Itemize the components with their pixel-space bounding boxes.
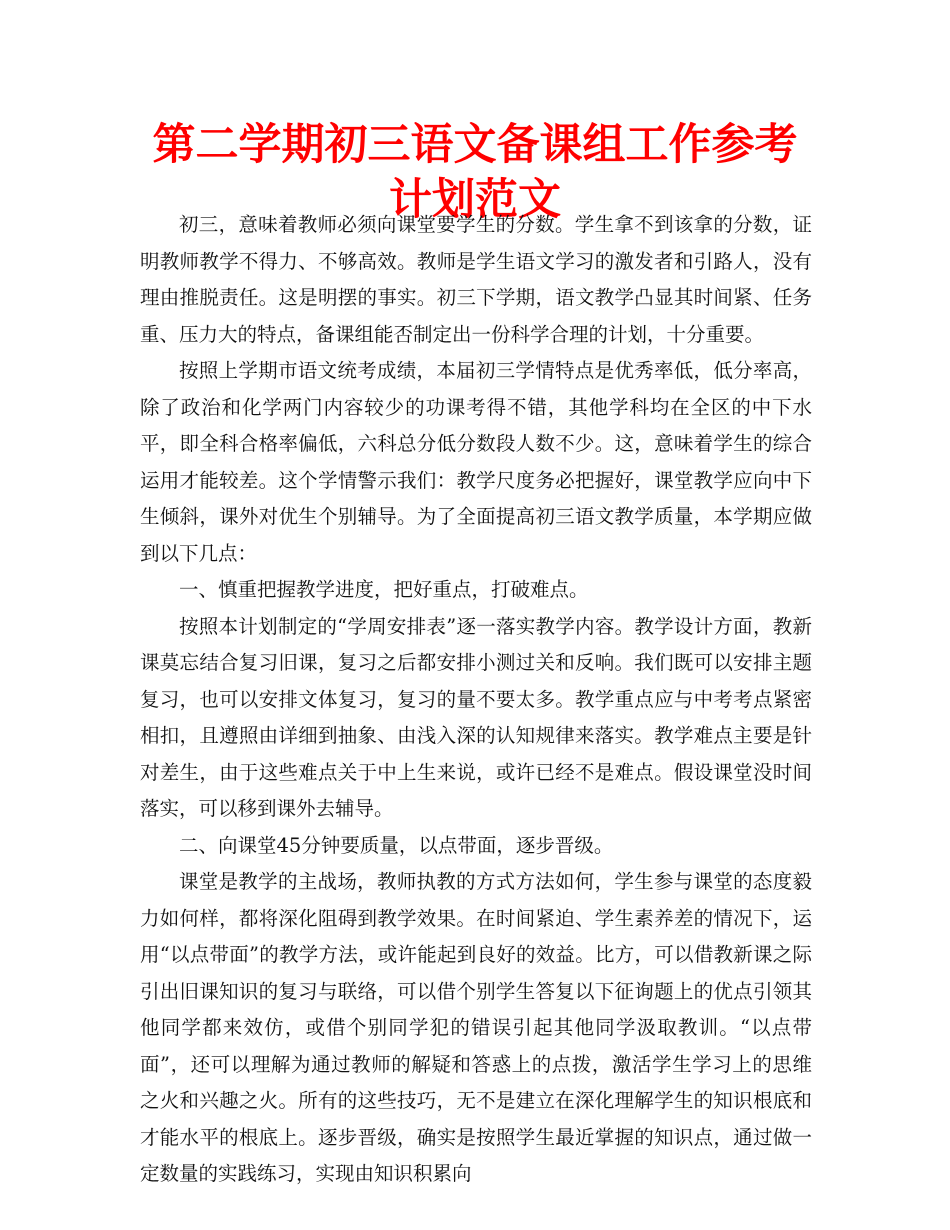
- paragraph-section-2: 课堂是教学的主战场，教师执教的方式方法如何，学生参与课堂的态度毅力如何样，都将深化阻碍到教学效果。在时间紧迫、学生素养差的情况下，运用“以点带面”的教学方法，或许能起到良好的效益。比方，可以借教新课之际引出旧课知识的复习与联络，可以借个别学生答复以下征询题上的优点引领其他同学都来效仿，或借个别同学犯的错误引起其他同学汲取教训。“以点带面”，还可以理解为通过教师的解疑和答惑上的点拨，激活学生学习上的思维之火和兴趣之火。所有的这些技巧，无不是建立在深化理解学生的知识根底和才能水平的根底上。逐步晋级，确实是按照学生最近掌握的知识点，通过做一定数量的实践练习，实现由知识积累向: [140, 870, 812, 1185]
- section-heading-1: 一、慎重把握教学进度，把好重点，打破难点。: [179, 578, 589, 601]
- paragraph-section-1: 按照本计划制定的“学周安排表”逐一落实教学内容。教学设计方面，教新课莫忘结合复习旧课，复习之后都安排小测过关和反响。我们既可以安排主题复习，也可以安排文体复习，复习的量不要太多。教学重点应与中考考点紧密相扣，且遵照由详细到抽象、由浅入深的认知规律来落实。教学难点主要是针对差生，由于这些难点关于中上生来说，或许已经不是难点。假设课堂没时间落实，可以移到课外去辅导。: [140, 614, 812, 820]
- document-body: [140, 207, 812, 1193]
- paragraph-intro: 初三，意味着教师必须向课堂要学生的分数。学生拿不到该拿的分数，证明教师教学不得力、不够高效。教师是学生语文学习的激发者和引路人，没有理由推脱责任。这是明摆的事实。初三下学期，语文教学凸显其时间紧、任务重、压力大的特点，备课组能否制定出一份科学合理的计划，十分重要。: [140, 213, 812, 346]
- section-heading-2: 二、向课堂45分钟要质量，以点带面，逐步晋级。: [179, 833, 614, 857]
- paragraph-situation: 按照上学期市语文统考成绩，本届初三学情特点是优秀率低，低分率高，除了政治和化学两门内容较少的功课考得不错，其他学科均在全区的中下水平，即全科合格率偏低，六科总分低分数段人数不少。这，意味着学生的综合运用才能较差。这个学情警示我们：教学尺度务必把握好，课堂教学应向中下生倾斜，课外对优生个别辅导。为了全面提高初三语文教学质量，本学期应做到以下几点：: [140, 359, 812, 565]
- document-title: 第二学期初三语文备课组工作参考计划范文: [152, 120, 798, 225]
